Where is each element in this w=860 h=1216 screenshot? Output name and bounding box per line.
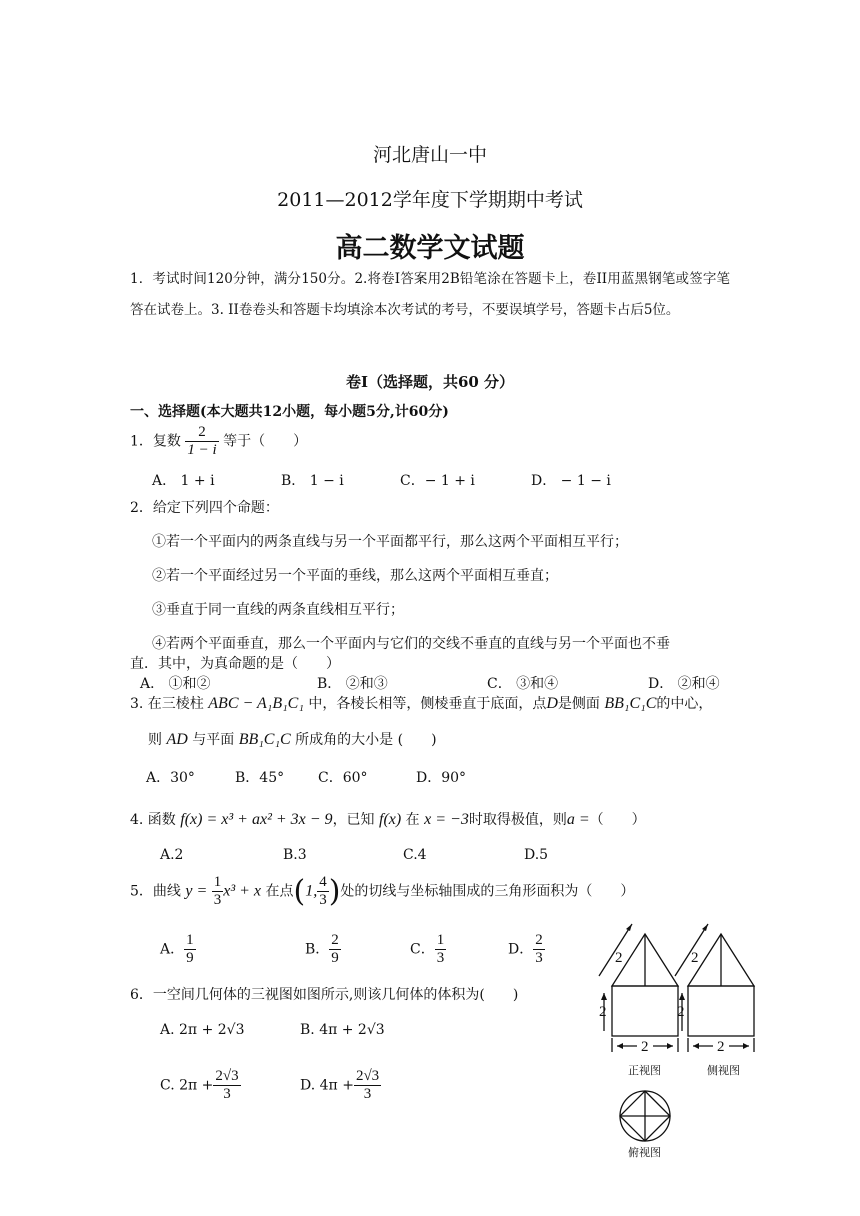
q1-pre: 1．复数: [130, 433, 181, 450]
q4-option-a: A.2: [160, 847, 184, 863]
q6-d-n: 2√3: [355, 1068, 380, 1084]
q3-prism: ABC − A₁B₁C₁: [208, 695, 304, 712]
q5-a-label: A．: [160, 941, 185, 958]
q4-mid: ，已知: [332, 812, 375, 828]
q5-option-c: [410, 932, 446, 967]
q5-c-label: C．: [410, 941, 435, 958]
q3-ad: AD: [166, 731, 188, 748]
question-3-line2: [148, 729, 437, 749]
front-view-caption: 正视图: [628, 1065, 661, 1077]
front-width-label: 2: [641, 1039, 649, 1055]
q5-a-frac: [184, 932, 196, 967]
school-name: 河北唐山一中: [372, 144, 487, 166]
front-height-label: 2: [599, 1004, 607, 1020]
q6-c-a: 2π +: [179, 1077, 214, 1094]
instructions: 1．考试时间120分钟，满分150分。2.将卷I答案用2B铅笔涂在答题卡上，卷II用蓝黑钢笔或签字笔答在试卷上。3. II卷卷头和答题卡均填涂本次考试的考号，不要误填学号，答题卡占后5位。: [130, 271, 730, 318]
q3-option-d: D．90°: [416, 770, 467, 786]
q6-d-d: 3: [363, 1086, 372, 1102]
q3-option-a: A．30°: [146, 770, 195, 786]
front-slant-label: 2: [615, 950, 623, 966]
q1-option-b: B． 1 − i: [281, 473, 344, 489]
part-heading: 一、选择题(本大题共12小题，每小题5分,计60分): [130, 404, 449, 420]
q4-function: f(x) = x³ + ax² + 3x − 9: [180, 811, 333, 828]
q2-item-3: ③垂直于同一直线的两条直线相互平行；: [152, 602, 404, 618]
q6-d-a: 4π +: [319, 1077, 354, 1094]
q4-option-b: B.3: [283, 847, 307, 863]
q5-d-label: D．: [508, 941, 534, 958]
q5-p1: 1,: [305, 882, 318, 900]
q4-post: 时取得极值，则: [468, 812, 567, 828]
question-4: [130, 809, 646, 829]
q4-option-c: C.4: [403, 847, 427, 863]
q1-den: 1 − i: [187, 442, 217, 458]
exam-term: 2011—2012学年度下学期期中考试: [277, 189, 583, 211]
question-6: 6．一空间几何体的三视图如图所示,则该几何体的体积为( ): [130, 987, 519, 1003]
q5-pre: 5．曲线: [130, 883, 181, 900]
side-view-rect: [688, 986, 754, 1036]
q4-xvalue: x = −3: [424, 811, 469, 828]
q3-text-g: 所成角的大小是 ( ): [295, 732, 437, 748]
q1-post: 等于（ ）: [223, 433, 308, 450]
q4-mid2: 在: [405, 812, 420, 828]
q5-option-a: [160, 932, 196, 967]
q5-lparen: (: [293, 874, 306, 909]
q5-option-b: [305, 932, 341, 967]
q3-text-b: 中，各棱长相等，侧棱垂直于底面，点: [308, 696, 547, 712]
q5-d-frac: [533, 932, 545, 967]
question-3-line1: [130, 693, 712, 713]
exam-title: 高二数学文试题: [335, 233, 525, 264]
q5-c-d: 3: [436, 950, 445, 966]
q1-option-c: C．− 1 + i: [400, 473, 475, 489]
q5-a-d: 9: [186, 950, 194, 966]
q5-b-label: B．: [305, 941, 330, 958]
q2-item-2: ②若一个平面经过另一个平面的垂线，那么这两个平面相互垂直；: [152, 568, 558, 584]
q5-frac: [212, 874, 224, 909]
q4-a: a =: [566, 811, 590, 828]
q2-option-d: D． ②和④: [648, 676, 720, 692]
q5-pden: 3: [319, 892, 327, 908]
q1-fraction: [185, 424, 218, 459]
q3-text-c: 是侧面: [557, 696, 600, 712]
q3-point-d: D: [546, 695, 558, 712]
q3-face2: BB₁C₁C: [238, 731, 291, 748]
side-width-label: 2: [717, 1039, 725, 1055]
q4-pre: 4. 函数: [130, 812, 176, 828]
q1-option-a: A． 1 + i: [152, 473, 215, 489]
q6-c-label: C.: [160, 1077, 175, 1094]
side-height-label: 2: [677, 1004, 685, 1020]
q3-text-e: 则: [148, 732, 162, 748]
q6-option-b: B. 4π + 2√3: [300, 1022, 385, 1038]
q2-option-a: A． ①和②: [140, 676, 211, 692]
q5-post: 处的切线与坐标轴围成的三角形面积为（ ）: [340, 883, 635, 900]
q5-den: 3: [213, 892, 222, 908]
q1-option-d: D． − 1 − i: [531, 473, 611, 489]
q3-text-d: 的中心，: [656, 696, 713, 712]
q5-num: 1: [213, 874, 222, 890]
q6-c-frac: [213, 1068, 240, 1103]
question-1: [130, 424, 307, 459]
q6-d-label: D.: [300, 1077, 316, 1094]
question-5: [130, 874, 634, 909]
section-heading: 卷I（选择题，共60 分）: [345, 373, 515, 391]
q6-option-c: [160, 1068, 241, 1103]
q5-point-frac: [317, 874, 329, 909]
q6-option-a: A. 2π + 2√3: [160, 1022, 245, 1038]
q3-text-f: 与平面: [192, 732, 235, 748]
q6-d-frac: [354, 1068, 381, 1103]
q4-option-d: D.5: [524, 847, 549, 863]
question-2-stem: 2．给定下列四个命题：: [130, 500, 279, 516]
q6-c-d: 3: [223, 1086, 231, 1102]
front-view-rect: [612, 986, 678, 1036]
q1-num: 2: [185, 424, 218, 442]
q5-c-n: 1: [436, 932, 445, 948]
three-view-figure: [595, 918, 795, 1163]
q3-text-a: 3. 在三棱柱: [130, 696, 204, 712]
q3-option-b: B．45°: [235, 770, 285, 786]
q2-item-1: ①若一个平面内的两条直线与另一个平面都平行，那么这两个平面相互平行；: [152, 534, 628, 550]
q2-option-c: C． ③和④: [487, 676, 559, 692]
q5-rparen: ): [328, 874, 341, 909]
q6-option-d: [300, 1068, 381, 1103]
side-view-caption: 侧视图: [707, 1065, 740, 1077]
q5-b-frac: [329, 932, 341, 967]
q5-b-n: 2: [331, 932, 339, 948]
q5-y: y =: [185, 882, 208, 900]
q2-option-b: B． ②和③: [317, 676, 388, 692]
q2-item-4: ④若两个平面垂直，那么一个平面内与它们的交线不垂直的直线与另一个平面也不垂: [152, 636, 670, 652]
q6-c-n: 2√3: [215, 1068, 239, 1084]
q5-c-frac: [435, 932, 447, 967]
q5-option-d: [508, 932, 545, 967]
q5-b-d: 9: [331, 950, 339, 966]
q5-pnum: 4: [319, 874, 327, 890]
q5-mid: 在点: [265, 883, 294, 900]
q3-option-c: C．60°: [318, 770, 368, 786]
q5-d-n: 2: [535, 932, 543, 948]
q4-end: （ ）: [589, 812, 646, 828]
q3-face: BB₁C₁C: [604, 695, 657, 712]
q2-cont: 直．其中，为真命题的是（ ）: [130, 656, 340, 672]
top-view-caption: 俯视图: [628, 1147, 661, 1159]
q5-a-n: 1: [186, 932, 194, 948]
side-slant-label: 2: [691, 950, 699, 966]
q5-rest: x³ + x: [223, 882, 262, 900]
q5-d-d: 3: [535, 950, 543, 966]
q4-fx: f(x): [379, 811, 402, 828]
